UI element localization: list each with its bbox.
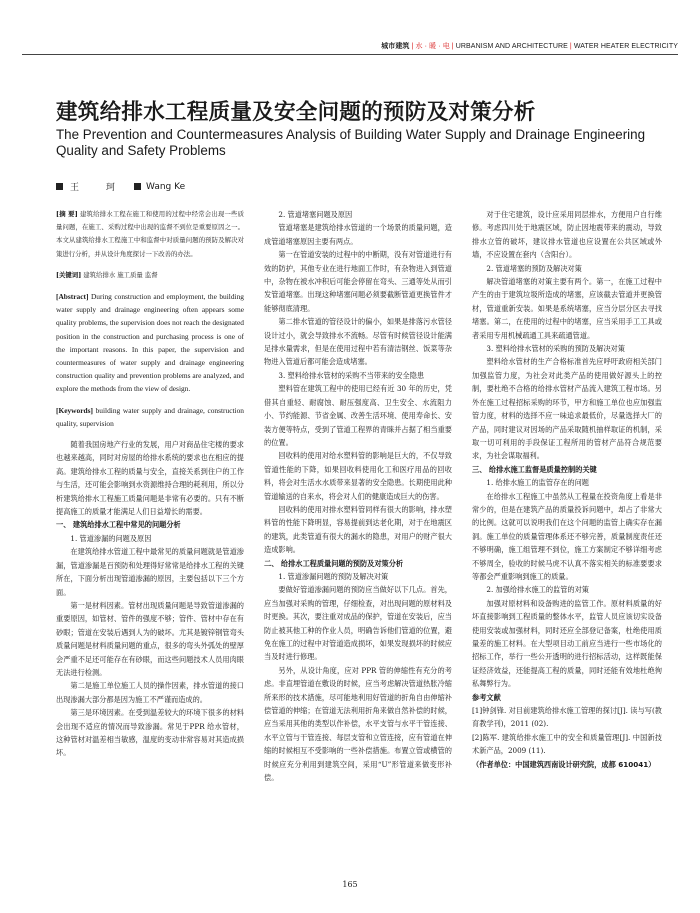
section-heading: 一、 建筑给排水工程中常见的问题分析 (56, 520, 181, 530)
paragraph: 第二排水管道的管径设计的偏小，如果是排落污水管径设计过小，就会导致排水不流畅。尽管有时候管径设计能满足排水量需求，但是在使用过程中若有清洁钢丝、饭菜等杂物进入管道后都可能会造成堵塞。 (264, 317, 452, 367)
paragraph: 第一在管道安装的过程中的中断期，没有对管道进行有效的防护，其他专业在进行地面工作时，有杂物进入到管道中，杂物在被水冲积后可能会停留在弯头、三通等处从而引发管道堵塞。出现这种堵塞问题必须要截断管道更换管件才能够彻底清理。 (264, 250, 452, 313)
paragraph: 在建筑给排水管道工程中最常见的质量问题就是管道渗漏，管道渗漏是百预防和处理得好常常是给排水工程的关键所在，下面分析出现管道渗漏的原因，主要包括以下三个方面。 (56, 547, 244, 597)
paragraph: 第二是施工单位施工人员的操作因素，排水管道的接口出现渗漏大部分都是因为施工不严谨而造成的。 (56, 681, 244, 704)
author-affiliation: （作者单位：中国建筑西南设计研究院，成都 610041） (472, 759, 656, 769)
keywords-cn: [关键词] 建筑给排水 施工质量 监督 (56, 270, 158, 279)
column-2 (264, 208, 452, 784)
paragraph: 回收料的使用对排水塑料管同样有很大的影响，排水塑料管的性能下降明显，容易提前到达老化期，对于在地震区的建筑，此类管道有很大的漏水的隐患，对用户的财产很大造成影响。 (264, 504, 452, 555)
column-1 (56, 208, 244, 760)
subsection-heading: 3. 塑料给排水管材的采购不当带来的安全隐患 (278, 370, 425, 380)
abstract-block (56, 208, 244, 430)
paragraph: 回收料的使用对给水塑料管的影响是巨大的，不仅导致管道性能的下降，如果回收料使用化工和医疗用品的回收料，将会对生活水水质带来显著的安全隐患。长期使用此种管道输送的自来水，将会对人们的健康造成巨大的伤害。 (264, 451, 452, 501)
article-title-cn: 建筑给排水工程质量及安全问题的预防及对策分析 (56, 100, 536, 125)
subsection-heading: 2. 管道堵塞问题及原因 (278, 210, 353, 219)
subsection-heading: 2. 加强给排水施工的监管的对策 (486, 585, 589, 595)
paragraph: 解决管道堵塞的对策主要有两个。第一，在施工过程中产生的由于建筑垃圾所造成的堵塞，应该截去管道并更换管材，管道重新安装。如果是系统堵塞，应当分层分区去寻找堵塞。第二，在使用的过程中的堵塞，应当采用手工工具或者采用专用机械疏通工具来疏通管道。 (472, 277, 662, 340)
paragraph: 另外，从设计角度，应对 PPR 管的伸缩性有充分的考虑。非直埋管道在敷设的时候，应当考虑解决管道热胀冷缩所来形的技术措施，尽可能地利用好管道的折角自由伸缩补偿管道的伸缩；在管道无法利用折角来做自然补偿的时候，应当采用其他的类型以作补偿，水平支管与水平干管连接、水平立管与干管连接、每层支管和立管连接，应有管道在伸缩的时候相互不受影响的一些补偿措施。布置立管或横管的时候应充分利用到建筑空间，采用“U”形管道来做变形补偿。 (264, 665, 452, 783)
abstract-en: [Abstract] During construction and employment, the building water supply and drainage engineering often appears some quality problems, the supervision does not reach the designated position in the construction and purchasing process is one of the important reasons. In this paper, the supervision and countermeasures of water supply and drainage engineering construction quality and prevention problems are analyzed, and explore the methods from the view of design. (56, 292, 244, 394)
paragraph: 在给排水工程施工中虽然从工程量在投资角度上看是非常少的，但是在建筑产品的质量投诉问题中，却占了非常大的比例。这就可以说明我们在这个问题的监管上确实存在漏洞。施工单位的质量管理体系还不够完善，质量制度责任还不够明确，施工组管理不到位，施工方案制定不够详细考虑不够周全，验收的时候马虎不认真不落实相关的标准要要求等都会严重影响到施工的质量。 (472, 491, 662, 581)
author-name-cn: 王 珂 (70, 183, 125, 193)
bullet-square-icon (134, 183, 141, 190)
reference-item: [2]陈军. 建筑给排水施工中的安全和质量管理[J]. 中国新技术新产品，2009 (11). (472, 732, 662, 756)
bullet-square-icon (56, 183, 63, 190)
running-header: 城市建筑 | 水 · 暖 · 电 | URBANISM AND ARCHITECTURE | WATER HEATER ELECTRICITY (381, 43, 678, 50)
abstract-cn: [摘 要] 建筑给排水工程在施工和使用的过程中经常会出现一些质量问题，在施工、采购过程中出现的监督不到位是重要原因之一。本文从建筑给排水工程施工中和监督中对质量问题的预防及解决对策进行分析，并从设计角度探讨一下改善的办法。 (56, 210, 244, 258)
references-heading: 参考文献 (472, 692, 501, 702)
subsection-heading: 1. 管道渗漏问题的预防及解决对策 (278, 571, 389, 581)
subsection-heading: 1. 管道渗漏的问题及原因 (70, 533, 152, 543)
section-heading: 三、 给排水施工监督是质量控制的关键 (472, 464, 597, 474)
article-title-en: The Prevention and Countermeasures Analysis of Building Water Supply and Drainage Engineering Quality and Safety Problems (56, 127, 646, 158)
paragraph: 塑料管在建筑工程中的使用已经有近 30 年的历史，凭借其自重轻、耐腐蚀、耐压强度高、卫生安全、水流阻力小、节约能源、节省金属、改善生活环境、使用寿命长、安装方便等特点，受到了管道工程界的青睐并占据了相当重要的位置。 (264, 384, 452, 447)
paragraph: 塑料给水管材的生产合格标准首先应呼吁政府相关部门加强监管力度，为社会对此类产品的使用做好源头上的控制，要杜绝不合格的给排水管材产品流入建筑工程市场。另外在施工过程招标采购的环节，甲方和施工单位也应加强监管力度，材料的选择不应一味追求最低价，尽量选择大厂的产品，同时建议对因场的产品采取随机抽样取证的机制，采取一切可利用的手段保证工程所用的管材产品符合规范要求，为社会谋取福利。 (472, 357, 662, 461)
section-heading: 二、 给排水工程质量问题的预防及对策分析 (264, 558, 404, 568)
paragraph: 对于住宅建筑，设计应采用同层排水，方便用户自行维修。考虑四川处于地震区域，防止因地震带来的震动，导致排水立管的破坏，建议排水管道也应设置在公共区域或外墙，不应设置在套内（含阳台）。 (472, 210, 662, 260)
header-journal-en: URBANISM AND ARCHITECTURE (455, 43, 568, 50)
paragraph: 随着我国房地产行业的发展，用户对商品住宅楼的要求也越来越高，同时对房屋的给排水系统的要求也在相应的提高。建筑给排水工程的质量与安全，直接关系到住户的工作与生活，还可能会影响到水资源维持合理的耗利用，所以分析建筑给排水工程施工质量问题是非常有必要的。只有不断提高施工的质量才能满足人们日益增长的需要。 (56, 440, 244, 517)
header-rule (22, 54, 678, 55)
subsection-heading: 1. 给排水施工的监管存在的问题 (486, 478, 589, 488)
paragraph: 管道堵塞是建筑给排水管道的一个场景的质量问题，造成管道堵塞原因主要有两点。 (264, 223, 452, 246)
header-journal-cn: 城市建筑 (381, 43, 410, 50)
subsection-heading: 3. 塑料给排水管材的采购的预防及解决对策 (486, 344, 625, 354)
header-section-cn: 水 · 暖 · 电 (415, 43, 450, 50)
paragraph: 要做好管道渗漏问题的预防应当做好以下几点。首先，应当加强对采购的管理，仔细检查，对出现问题的原材料及时更换。其次，要注重对成品的保护，管道在安装后，应当防止被其他工种的作业人员，明确告诉他们管道的位置，避免在施工的过程中对管道造成损坏，如果发现损坏的时候应当及时进行修理。 (264, 585, 452, 662)
paragraph: 第三是环境因素。在受到温差较大的环境下很多的材料会出现不适应的情况而导致渗漏。常见于PPR 给水管材，这种管材对温差相当敏感，温度的变动非常容易对其造成损坏。 (56, 708, 244, 758)
paragraph: 第一是材料因素。管材出现质量问题是导致管道渗漏的重要原因，如管材、管件的强度不够；管件、管材中存在有砂眼；管道在安装后遇到人为的破坏。尤其是镀锌钢管弯头质量问题是材料质量问题的重点，很多的弯头外弧处的壁厚会严重不足还可能存在有砂眼，而这些问题技术人员用肉眼无法进行检测。 (56, 600, 244, 677)
author-line (56, 180, 185, 193)
subsection-heading: 2. 管道堵塞的预防及解决对策 (486, 263, 582, 273)
reference-item: [1]钟剑锋. 对目前建筑给排水施工管理的探讨[J]. 读与写(教育教学刊)，2011 (02). (472, 706, 662, 729)
header-section-en: WATER HEATER ELECTRICITY (573, 43, 678, 50)
column-3 (472, 208, 662, 771)
keywords-en: [Keywords] building water supply and drainage, construction quality, supervision (56, 405, 244, 428)
page-number: 165 (342, 880, 358, 889)
author-name-en: Wang Ke (146, 181, 186, 192)
paragraph: 加强对原材料和设备购进的监管工作。原材料质量的好坏直接影响到工程质量的整体水平，监管人员应该切实设备使用安装或加强材料，同时还应全部登记备案，杜绝使用质量差的施工材料。在大型项目动工前应当进行一些市场化的招标工作，举行一些公开透明的进行招标活动，这样既能保证经济效益，还能提高工程的质量，同时还能有效地杜绝徇私舞弊行为。 (472, 598, 662, 689)
